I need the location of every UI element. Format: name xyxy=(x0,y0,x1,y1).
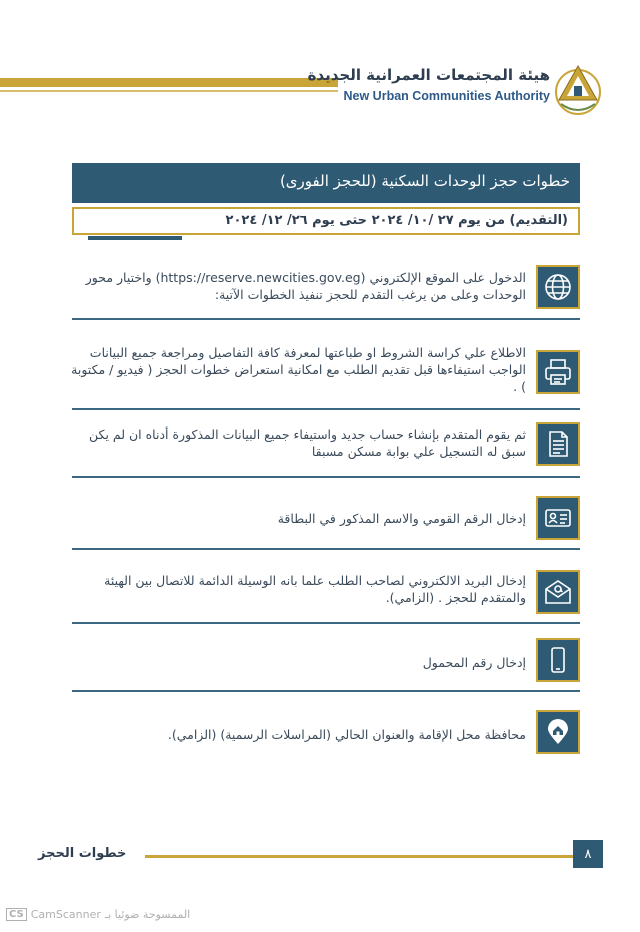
scanner-text: الممسوحة ضوئيا بـ xyxy=(104,908,191,921)
step-email xyxy=(70,566,580,618)
footer-section-title: خطوات الحجز xyxy=(38,846,127,861)
step-text: الاطلاع علي كراسة الشروط او طباعتها لمعرفة كافة التفاصيل ومراجعة جميع البيانات الواجب استيفاءها قبل تقديم الطلب مع امكانية استعراض خطوات الحجز ( فيديو / مكتوبة ) . xyxy=(71,345,526,394)
header-gold-bar xyxy=(0,78,338,87)
step-website xyxy=(70,263,580,313)
step-divider xyxy=(72,690,580,692)
scanner-watermark xyxy=(6,908,190,921)
step-divider xyxy=(72,408,580,410)
step-text: إدخال البريد الالكتروني لصاحب الطلب علما بانه الوسيلة الدائمة للاتصال بين الهيئة والمتقدم للحجز . (الزامي). xyxy=(104,573,526,605)
page-number: ٨ xyxy=(573,840,603,868)
step-text: محافظة محل الإقامة والعنوان الحالي (المراسلات الرسمية) (الزامي). xyxy=(167,727,526,742)
step-divider xyxy=(72,622,580,624)
scanner-brand: CamScanner xyxy=(30,908,101,921)
footer-gold-line xyxy=(145,855,573,858)
date-range-box xyxy=(72,207,580,235)
step-divider xyxy=(72,318,580,320)
step-text: إدخال رقم المحمول xyxy=(422,655,526,670)
nuca-logo-icon xyxy=(553,60,603,118)
step-terms xyxy=(70,342,580,402)
id-card-icon xyxy=(536,496,580,540)
camscanner-logo-icon: CS xyxy=(6,908,27,921)
date-range-text: (التقديم) من يوم ٢٧ /١٠/ ٢٠٢٤ حتى يوم ٢٦/ ١٢/ ٢٠٢٤ xyxy=(225,213,568,228)
email-icon xyxy=(536,570,580,614)
date-underline xyxy=(88,236,182,240)
printer-icon xyxy=(536,350,580,394)
mobile-icon xyxy=(536,638,580,682)
header-gold-line xyxy=(0,90,338,92)
step-text: الدخول على الموقع الإلكتروني (https://reserve.newcities.gov.eg) واختيار محور الوحدات وعلى من يرغب التقدم للحجز تنفيذ الخطوات الآتية: xyxy=(85,270,526,302)
document-icon xyxy=(536,422,580,466)
step-divider xyxy=(72,476,580,478)
step-text: ثم يقوم المتقدم بإنشاء حساب جديد واستيفاء جميع البيانات المذكورة أدناه ان لم يكن سبق له التسجيل علي بوابة مسكن مسبقا xyxy=(89,427,526,459)
step-mobile xyxy=(70,638,580,686)
step-address xyxy=(70,710,580,758)
org-name-arabic: هيئة المجتمعات العمرانية الجديدة xyxy=(307,66,550,84)
section-title: خطوات حجز الوحدات السكنية (للحجز الفورى) xyxy=(279,172,570,190)
location-icon xyxy=(536,710,580,754)
org-name-english: New Urban Communities Authority xyxy=(343,89,550,103)
step-text: إدخال الرقم القومي والاسم المذكور في البطاقة xyxy=(277,511,526,526)
section-title-box xyxy=(72,163,580,203)
step-divider xyxy=(72,548,580,550)
step-national-id xyxy=(70,494,580,542)
step-register xyxy=(70,422,580,470)
globe-icon xyxy=(536,265,580,309)
